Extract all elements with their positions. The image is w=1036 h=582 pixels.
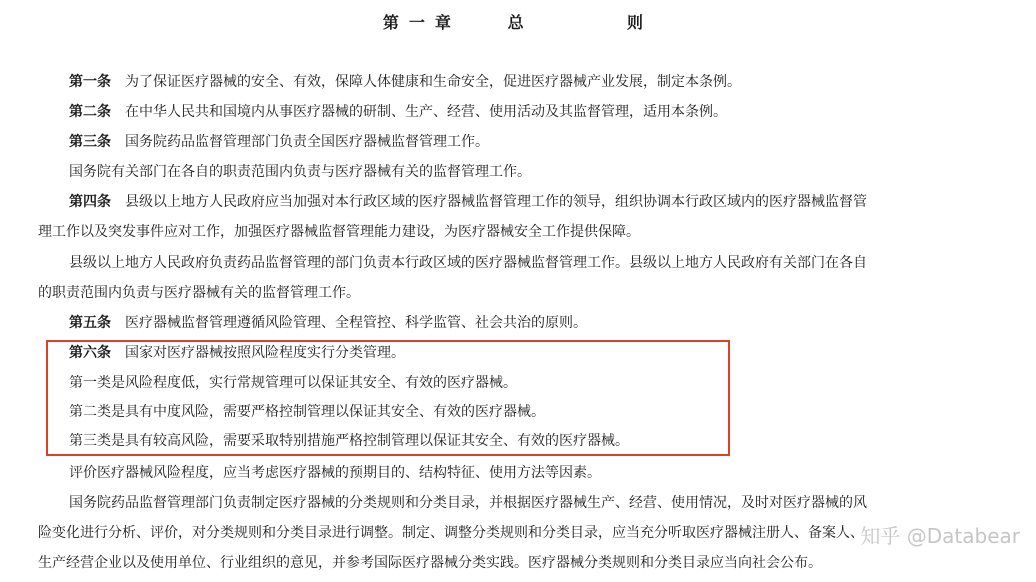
paragraph-line	[69, 162, 531, 182]
paragraph-text: 生产经营企业以及使用单位、行业组织的意见，并参考国际医疗器械分类实践。医疗器械分类规则和分类目录应当向社会公布。	[38, 555, 822, 571]
paragraph-article-3	[69, 132, 489, 152]
paragraph-text: 在中华人民共和国境内从事医疗器械的研制、生产、经营、使用活动及其监督管理，适用本条例。	[125, 104, 727, 120]
article-label: 第五条	[69, 315, 111, 331]
paragraph-text: 县级以上地方人民政府负责药品监督管理的部门负责本行政区域的医疗器械监督管理工作。县级以上地方人民政府有关部门在各自	[69, 255, 867, 271]
paragraph-line	[69, 402, 545, 422]
article-label: 第二条	[69, 104, 111, 120]
paragraph-text: 县级以上地方人民政府应当加强对本行政区域的医疗器械监督管理工作的领导，组织协调本行政区域内的医疗器械监督管	[125, 194, 867, 210]
chapter-title: 第一章 总 则	[382, 13, 654, 32]
paragraph-line	[38, 222, 640, 242]
watermark: 知乎 @Databear	[860, 524, 1020, 548]
paragraph-line	[69, 373, 517, 393]
paragraph-article-1	[69, 72, 741, 92]
paragraph-text: 评价医疗器械风险程度，应当考虑医疗器械的预期目的、结构特征、使用方法等因素。	[69, 465, 601, 481]
paragraph-text: 险变化进行分析、评价，对分类规则和分类目录进行调整。制定、调整分类规则和分类目录，应当充分听取医疗器械注册人、备案人、	[38, 525, 864, 541]
paragraph-text: 为了保证医疗器械的安全、有效，保障人体健康和生命安全，促进医疗器械产业发展，制定本条例。	[125, 74, 741, 90]
paragraph-line	[69, 493, 867, 513]
article-label: 第三条	[69, 134, 111, 150]
paragraph-line	[38, 553, 822, 573]
paragraph-text: 国务院有关部门在各自的职责范围内负责与医疗器械有关的监督管理工作。	[69, 164, 531, 180]
paragraph-text: 国务院药品监督管理部门负责制定医疗器械的分类规则和分类目录，并根据医疗器械生产、经营、使用情况，及时对医疗器械的风	[69, 495, 867, 511]
paragraph-article-2	[69, 102, 727, 122]
paragraph-text: 理工作以及突发事件应对工作，加强医疗器械监督管理能力建设，为医疗器械安全工作提供保障。	[38, 224, 640, 240]
article-label: 第六条	[69, 345, 111, 361]
paragraph-line	[69, 463, 601, 483]
paragraph-text: 第二类是具有中度风险，需要严格控制管理以保证其安全、有效的医疗器械。	[69, 404, 545, 420]
paragraph-text: 第三类是具有较高风险，需要采取特别措施严格控制管理以保证其安全、有效的医疗器械。	[69, 433, 629, 449]
paragraph-text: 国家对医疗器械按照风险程度实行分类管理。	[125, 345, 405, 361]
paragraph-text: 的职责范围内负责与医疗器械有关的监督管理工作。	[38, 285, 360, 301]
paragraph-line	[38, 283, 360, 303]
paragraph-line	[38, 523, 864, 543]
paragraph-line	[69, 253, 867, 273]
paragraph-text: 国务院药品监督管理部门负责全国医疗器械监督管理工作。	[125, 134, 489, 150]
paragraph-text: 第一类是风险程度低，实行常规管理可以保证其安全、有效的医疗器械。	[69, 375, 517, 391]
paragraph-article-4	[69, 192, 867, 212]
paragraph-article-6	[69, 343, 405, 363]
article-label: 第一条	[69, 74, 111, 90]
article-label: 第四条	[69, 194, 111, 210]
paragraph-text: 医疗器械监督管理遵循风险管理、全程管控、科学监管、社会共治的原则。	[125, 315, 587, 331]
paragraph-line	[69, 431, 629, 451]
paragraph-article-5	[69, 313, 587, 333]
